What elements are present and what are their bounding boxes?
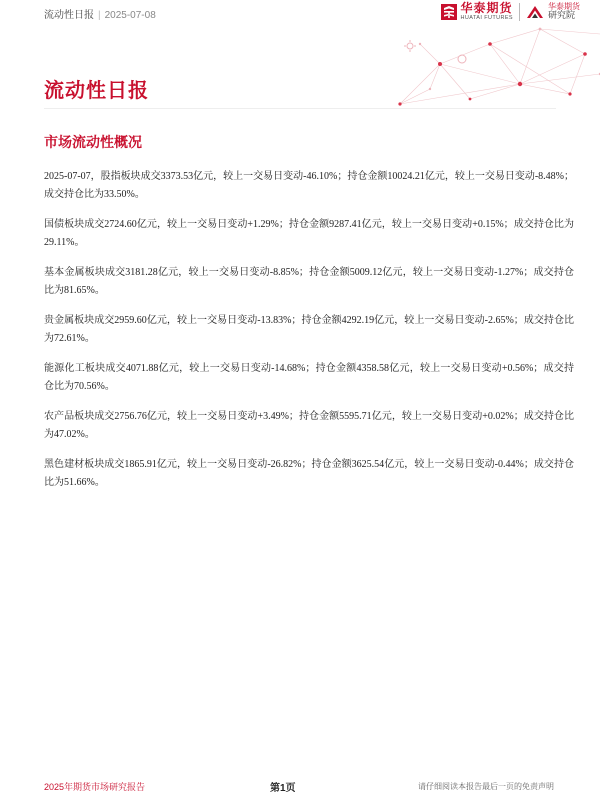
footer-disclaimer-link: 请仔细阅读本报告最后一页的免责声明 — [418, 782, 554, 791]
research-mark-icon — [526, 4, 544, 20]
footer-report-series: 2025年期货市场研究报告 — [44, 782, 146, 792]
header-date: 2025-07-08 — [104, 10, 156, 21]
huatai-mark-icon — [441, 4, 457, 20]
paragraph-energy-chemicals: 能源化工板块成交4071.88亿元，较上一交易日变动-14.68%；持仓金额4358.58亿元，较上一交易日变动+0.56%；成交持仓比为70.56%。 — [44, 363, 574, 392]
logo-group — [441, 0, 580, 24]
report-body — [44, 168, 574, 504]
section-title: 市场流动性概况 — [44, 134, 142, 150]
paragraph-stock-index: 2025-07-07，股指板块成交3373.53亿元，较上一交易日变动-46.10%；持仓金额10024.21亿元，较上一交易日变动-8.48%；成交持仓比为33.50%。 — [44, 171, 574, 200]
research-institute-logo — [526, 3, 580, 22]
paragraph-treasury: 国债板块成交2724.60亿元，较上一交易日变动+1.29%；持仓金额9287.41亿元，较上一交易日变动+0.15%；成交持仓比为29.11%。 — [44, 219, 574, 248]
page-header — [0, 0, 600, 24]
paragraph-precious-metals: 贵金属板块成交2959.60亿元，较上一交易日变动-13.83%；持仓金额4292.19亿元，较上一交易日变动-2.65%；成交持仓比为72.61%。 — [44, 315, 574, 344]
paragraph-ferrous-building: 黑色建材板块成交1865.91亿元，较上一交易日变动-26.82%；持仓金额3625.54亿元，较上一交易日变动-0.44%；成交持仓比为51.66%。 — [44, 459, 574, 488]
logo-divider — [519, 3, 520, 21]
page-footer — [0, 776, 600, 800]
paragraph-base-metals: 基本金属板块成交3181.28亿元，较上一交易日变动-8.85%；持仓金额5009.12亿元，较上一交易日变动-1.27%；成交持仓比为81.65%。 — [44, 267, 574, 296]
header-separator: | — [98, 10, 101, 21]
title-divider — [44, 108, 556, 109]
header-report-name: 流动性日报 — [44, 10, 94, 21]
paragraph-agriculture: 农产品板块成交2756.76亿元，较上一交易日变动+3.49%；持仓金额5595.71亿元，较上一交易日变动+0.02%；成交持仓比为47.02%。 — [44, 411, 574, 440]
footer-page-number: 第1页 — [270, 783, 296, 794]
huatai-futures-logo — [441, 2, 513, 22]
network-decoration-graphic — [370, 24, 600, 110]
header-report-info — [44, 6, 156, 21]
huatai-logo-cn: 华泰期货 — [460, 1, 513, 16]
research-logo-line2: 研究院 — [548, 10, 576, 21]
huatai-logo-en: HUATAI FUTURES — [460, 15, 513, 22]
research-logo-line1: 华泰期货 — [548, 1, 580, 11]
report-title: 流动性日报 — [44, 80, 149, 102]
